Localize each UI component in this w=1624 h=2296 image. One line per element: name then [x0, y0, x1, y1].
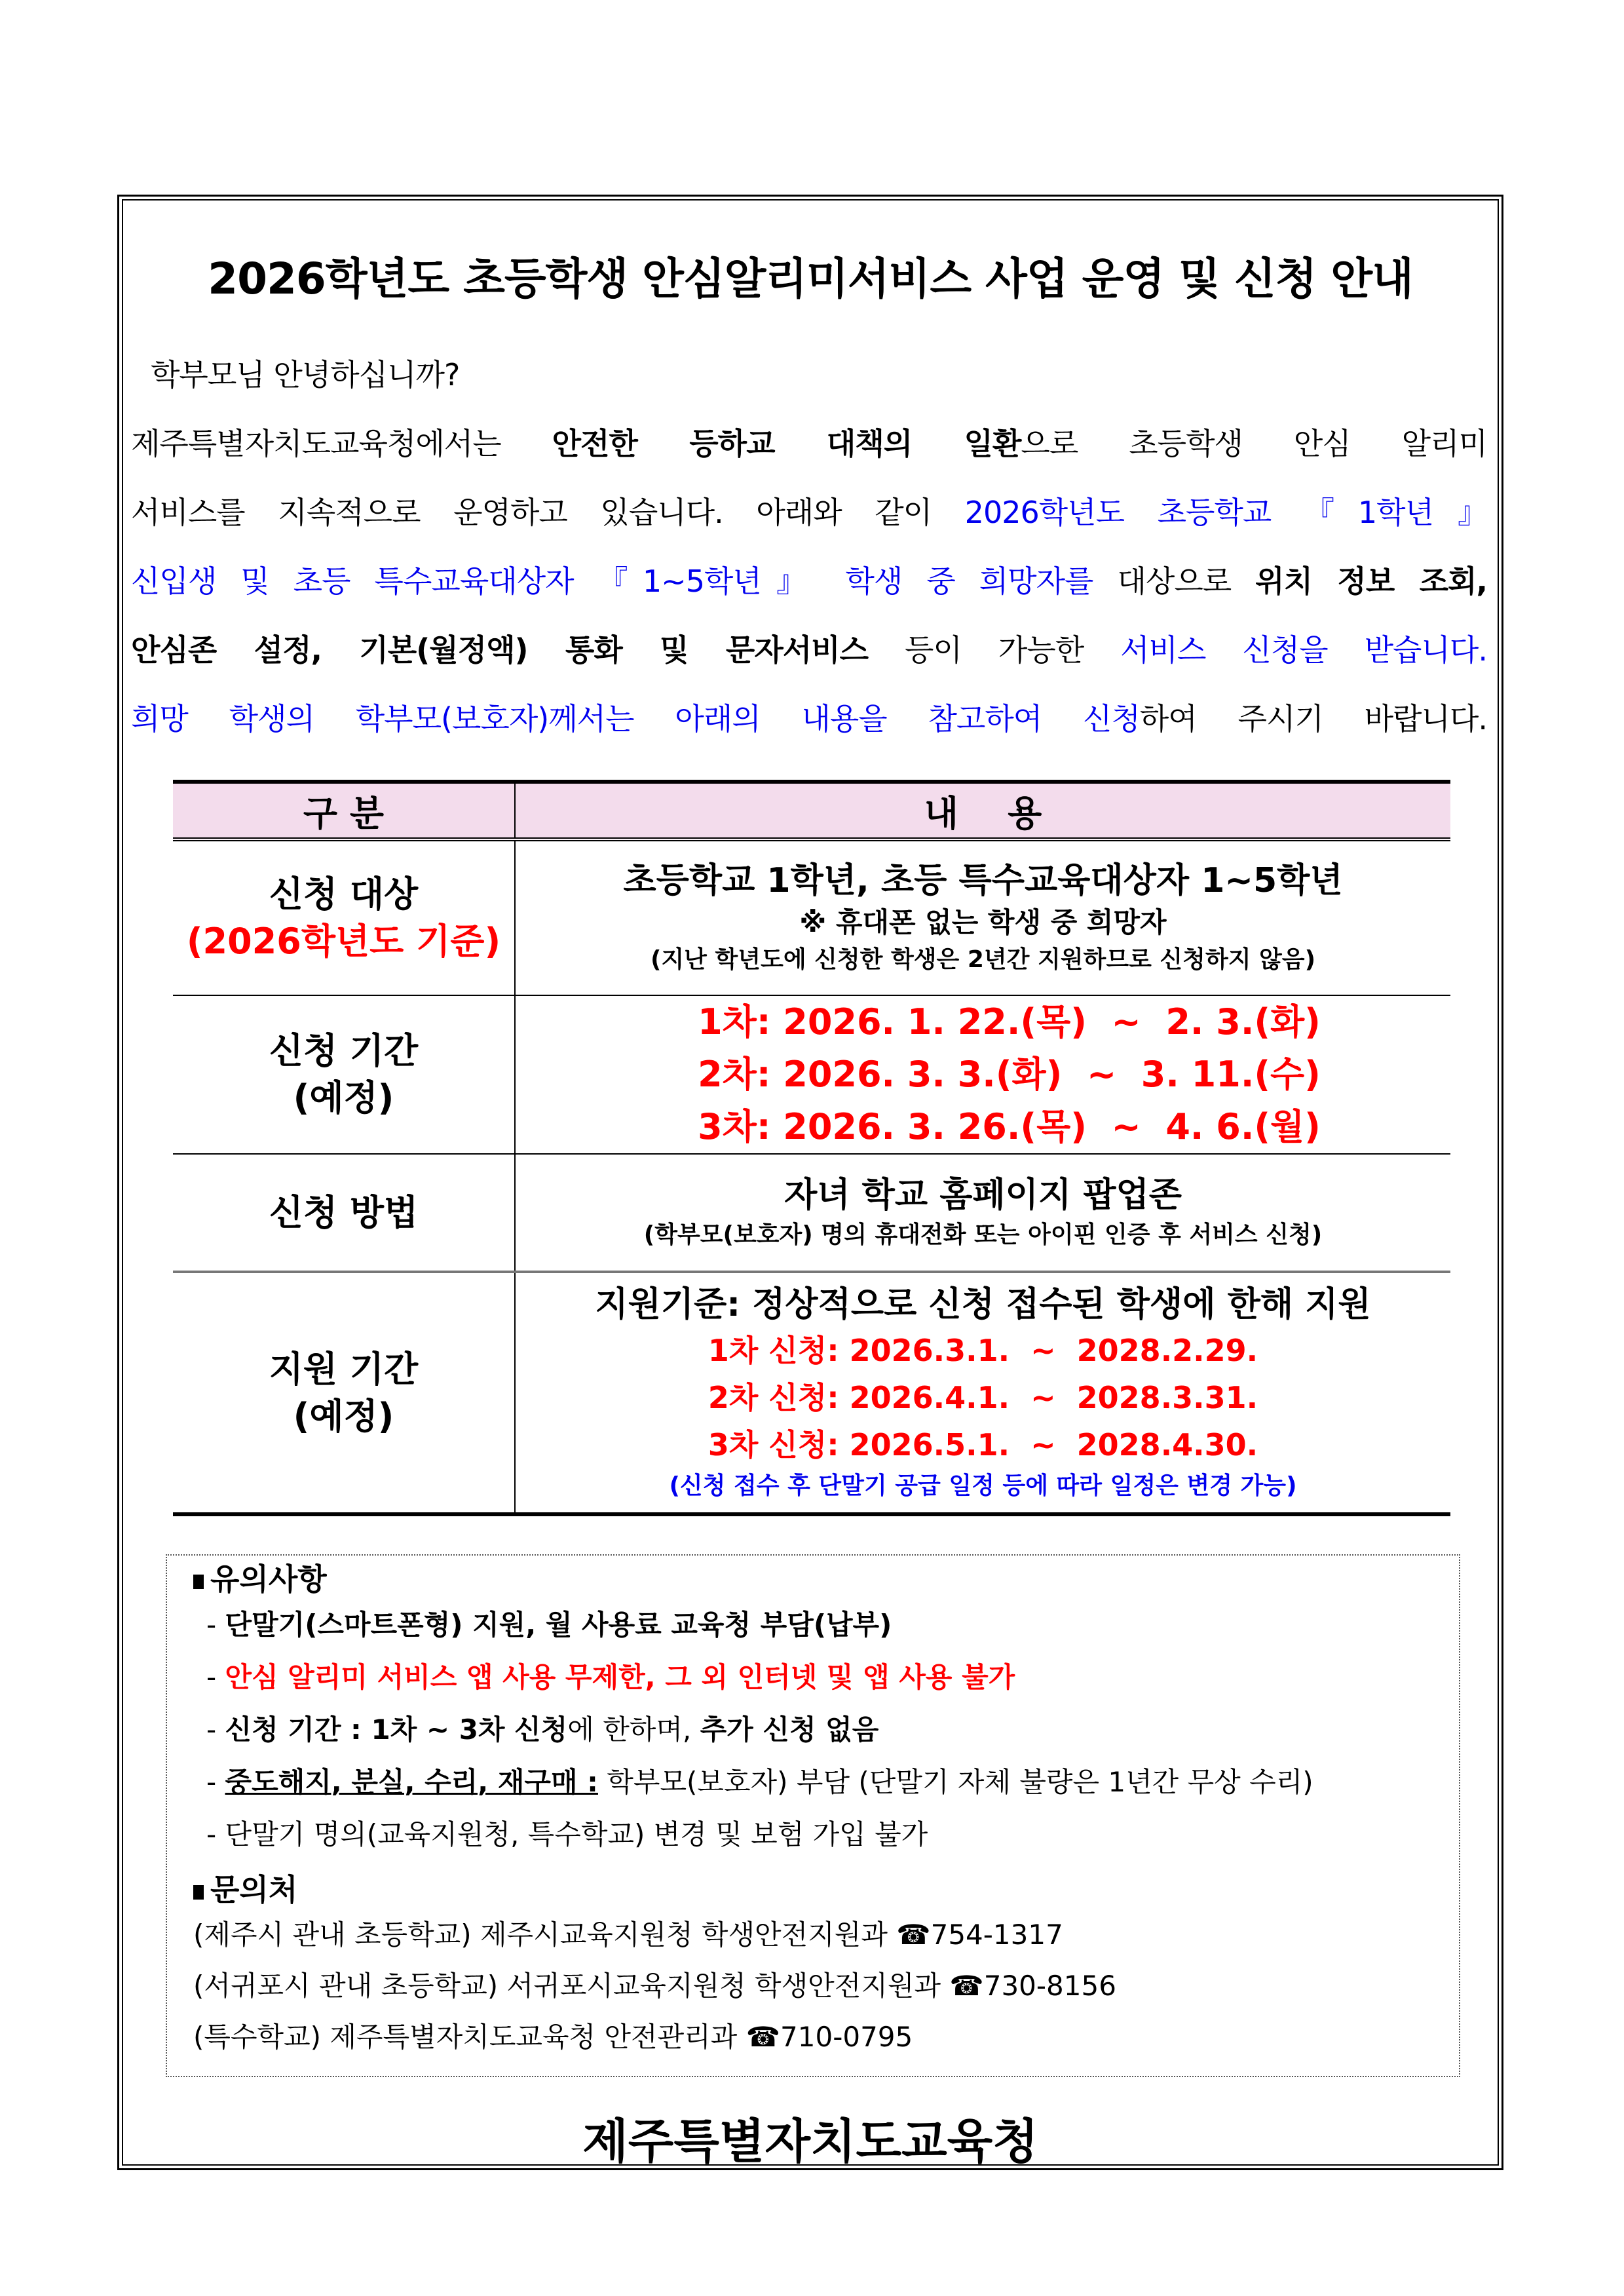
intro-line-5: [131, 685, 1487, 754]
table-row-support: [173, 1272, 1450, 1514]
note-text: 에 한하며,: [567, 1713, 700, 1746]
row-label-cell: [173, 1272, 515, 1514]
info-table: [173, 780, 1450, 1516]
target-subnote: (지난 학년도에 신청한 학생은 2년간 지원하므로 신청하지 않음): [650, 946, 1316, 973]
target-note: ※ 휴대폰 없는 학생 중 희망자: [799, 906, 1167, 938]
period-round-1: 1차: 2026. 1. 22.(목) ~ 2. 3.(화): [698, 1001, 1321, 1043]
note-item: [193, 1808, 1459, 1861]
note-bold: 단말기(스마트폰형) 지원, 월 사용료 교육청 부담(납부): [225, 1609, 892, 1641]
table-row-period: [173, 995, 1450, 1154]
support-round-2: 2차 신청: 2026.4.1. ~ 2028.3.31.: [708, 1379, 1258, 1415]
intro-text-blue: 2026학년도 초등학교 『1학년』: [964, 495, 1487, 530]
note-bold-red: 안심 알리미 서비스 앱 사용 무제한, 그 외 인터넷 및 앱 사용 불가: [225, 1661, 1015, 1693]
period-round-2: 2차: 2026. 3. 3.(화) ~ 3. 11.(수): [698, 1054, 1321, 1095]
table-row-target: [173, 839, 1450, 995]
row-label: 신청 방법: [269, 1191, 419, 1233]
intro-text-blue: 희망 학생의 학부모(보호자)께서는 아래의 내용을 참고하여 신청: [131, 701, 1140, 737]
note-item: [193, 1651, 1459, 1704]
issuer-footer: 제주특별자치도교육청: [582, 2114, 1038, 2169]
telephone-icon: ☎: [746, 2021, 781, 2053]
telephone-icon: ☎: [949, 1970, 984, 2002]
target-main: 초등학교 1학년, 초등 특수교육대상자 1~5학년: [623, 861, 1343, 900]
support-round-3: 3차 신청: 2026.5.1. ~ 2028.4.30.: [708, 1426, 1258, 1463]
dash: -: [206, 1661, 225, 1693]
intro-line-4: [131, 616, 1487, 685]
notes-box: [166, 1554, 1460, 2077]
document-title: 2026학년도 초등학생 안심알리미서비스 사업 운영 및 신청 안내: [208, 254, 1413, 304]
contact-heading: [193, 1870, 1459, 1909]
square-bullet-icon: [193, 1575, 204, 1589]
notes-heading: [193, 1559, 1459, 1599]
telephone-icon: ☎: [896, 1919, 931, 1951]
period-round-3: 3차: 2026. 3. 26.(목) ~ 4. 6.(월): [698, 1106, 1321, 1147]
table-row-method: [173, 1154, 1450, 1272]
intro-text: 하여 주시기 바랍니다.: [1139, 701, 1487, 737]
method-note: (학부모(보호자) 명의 휴대전화 또는 아이핀 인증 후 서비스 신청): [643, 1221, 1323, 1248]
contact-phone: 754-1317: [930, 1919, 1063, 1951]
dash: -: [206, 1766, 225, 1798]
intro-text: 등이 가능한: [868, 632, 1121, 668]
note-bold: 추가 신청 없음: [700, 1713, 879, 1746]
intro-text-blue: 신입생 및 초등 특수교육대상자 『1~5학년』 학생 중 희망자를: [131, 564, 1093, 599]
row-label: 지원 기간: [269, 1348, 419, 1390]
row-label-cell: [173, 839, 515, 995]
intro-text-bold: 위치 정보 조회,: [1255, 564, 1487, 599]
intro-line-1: [131, 410, 1487, 478]
dash: -: [206, 1713, 225, 1746]
contact-heading-text: 문의처: [210, 1872, 298, 1907]
dash: -: [206, 1818, 225, 1850]
row-label: 신청 대상: [269, 873, 419, 915]
dash: -: [206, 1609, 225, 1641]
intro-line-3: [131, 547, 1487, 616]
row-sublabel: (예정): [293, 1395, 394, 1437]
row-content-cell: [515, 1154, 1450, 1272]
contact-item: [193, 1961, 1459, 2012]
intro-text: 제주특별자치도교육청에서는: [131, 426, 552, 461]
intro-text: 으로 초등학생 안심 알리미: [1021, 426, 1487, 461]
row-content-cell: [515, 1272, 1450, 1514]
support-round-1: 1차 신청: 2026.3.1. ~ 2028.2.29.: [708, 1332, 1258, 1368]
intro-paragraph: [131, 341, 1487, 754]
row-label: 신청 기간: [269, 1030, 419, 1071]
intro-text-bold: 안전한 등하교 대책의 일환: [552, 426, 1021, 461]
row-content-cell: [515, 839, 1450, 995]
notes-heading-text: 유의사항: [210, 1561, 327, 1597]
contact-org: (특수학교) 제주특별자치도교육청 안전관리과: [193, 2021, 746, 2053]
contact-phone: 730-8156: [983, 1970, 1116, 2002]
row-label-cell: [173, 1154, 515, 1272]
intro-line-2: [131, 478, 1487, 547]
intro-text-blue: 서비스 신청을 받습니다.: [1120, 632, 1487, 668]
row-sublabel: (예정): [293, 1077, 394, 1119]
row-label-cell: [173, 995, 515, 1154]
table-header-row: [173, 782, 1450, 839]
contact-org: (서귀포시 관내 초등학교) 서귀포시교육지원청 학생안전지원과: [193, 1970, 950, 2002]
note-bold: 신청 기간 : 1차 ~ 3차 신청: [225, 1713, 568, 1746]
contact-item: [193, 1909, 1459, 1961]
square-bullet-icon: [193, 1885, 204, 1900]
intro-text: 서비스를 지속적으로 운영하고 있습니다. 아래와 같이: [131, 495, 965, 530]
note-text: 단말기 명의(교육지원청, 특수학교) 변경 및 보험 가입 불가: [225, 1818, 928, 1850]
row-content-cell: [515, 995, 1450, 1154]
greeting: 학부모님 안녕하십니까?: [151, 357, 460, 392]
support-note: (신청 접수 후 단말기 공급 일정 등에 따라 일정은 변경 가능): [669, 1472, 1297, 1499]
note-text: 학부모(보호자) 부담 (단말기 자체 불량은 1년간 무상 수리): [597, 1766, 1313, 1798]
row-sublabel: (2026학년도 기준): [186, 921, 501, 962]
intro-text-bold: 안심존 설정, 기본(월정액) 통화 및 문자서비스: [131, 632, 869, 668]
header-content: 내 용: [515, 782, 1450, 839]
note-item: [193, 1756, 1459, 1808]
header-category: 구 분: [173, 782, 515, 839]
support-criteria: 지원기준: 정상적으로 신청 접수된 학생에 한해 지원: [595, 1284, 1371, 1324]
contact-phone: 710-0795: [780, 2021, 913, 2053]
contact-org: (제주시 관내 초등학교) 제주시교육지원청 학생안전지원과: [193, 1919, 897, 1951]
intro-text: 대상으로: [1093, 564, 1256, 599]
note-item: [193, 1599, 1459, 1651]
note-bold-underlined: 중도해지, 분실, 수리, 재구매 :: [225, 1766, 598, 1798]
method-main: 자녀 학교 홈페이지 팝업존: [784, 1175, 1182, 1215]
contact-item: [193, 2012, 1459, 2063]
note-item: [193, 1704, 1459, 1756]
